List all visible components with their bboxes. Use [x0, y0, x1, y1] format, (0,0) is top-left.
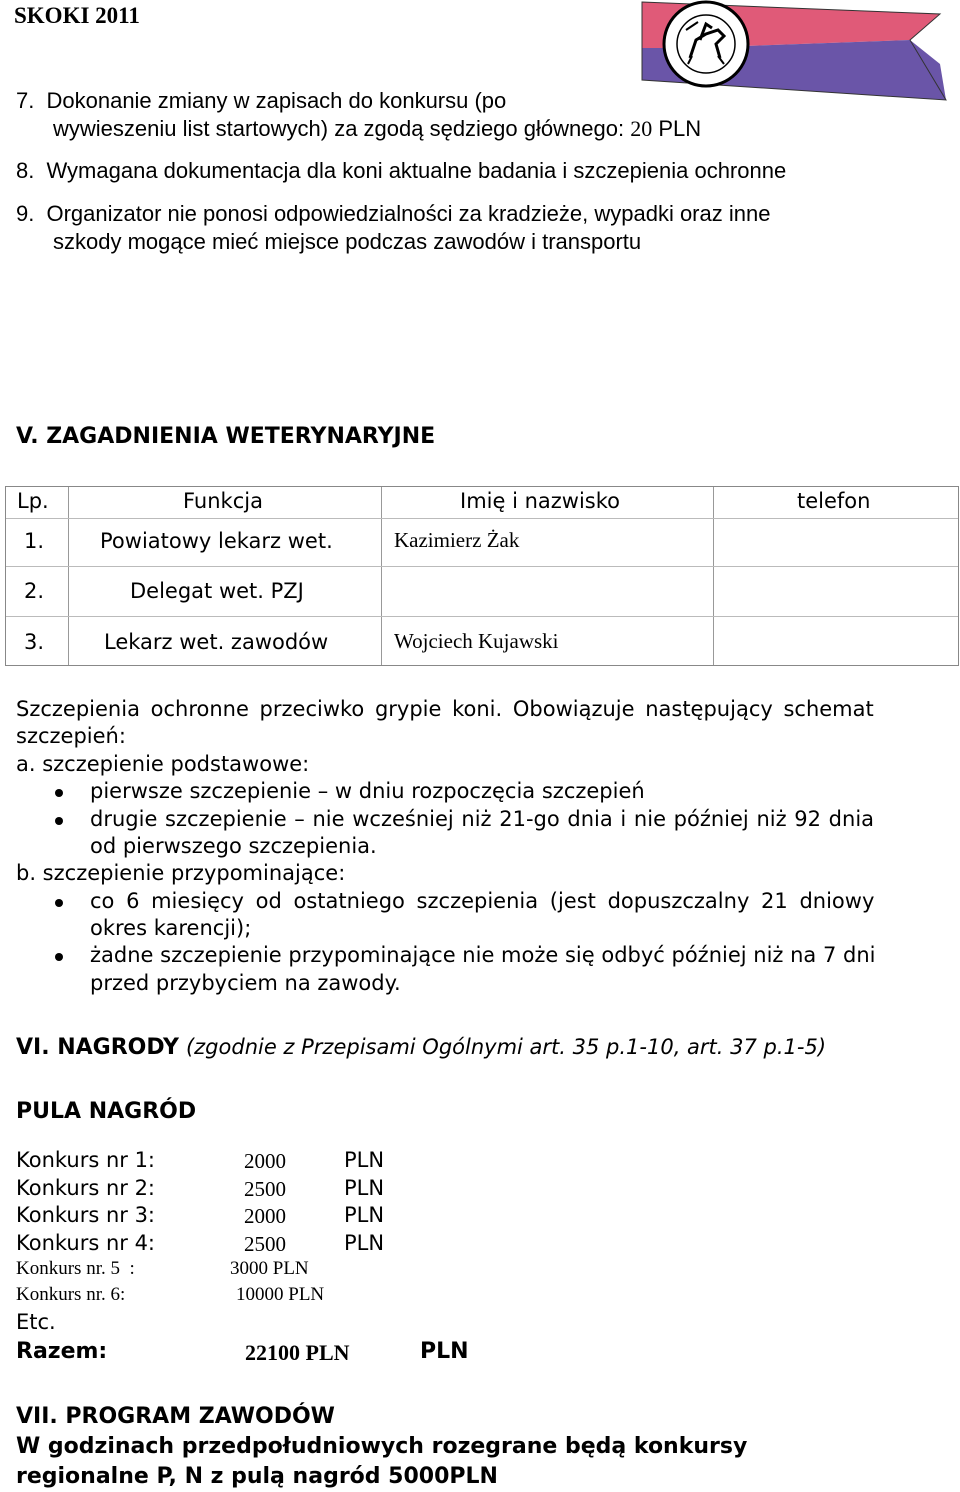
total-currency: PLN — [420, 1339, 469, 1364]
prize-currency-3: PLN — [344, 1203, 385, 1227]
section-6-heading: VI. NAGRODY — [16, 1035, 179, 1060]
booster-item-1-line2: okres karencji); — [90, 916, 252, 940]
prize-label-5: Konkurs nr. 5 : — [16, 1258, 135, 1279]
prize-label-6: Konkurs nr. 6: — [16, 1284, 126, 1305]
row-3-function: Lekarz wet. zawodów — [104, 630, 329, 654]
row-3-name: Wojciech Kujawski — [394, 629, 559, 653]
rule-9-text: Organizator nie ponosi odpowiedzialności za kradzieże, wypadki oraz inne — [46, 201, 771, 226]
page-header-title: SKOKI 2011 — [14, 3, 140, 28]
booster-item-1: co 6 miesięcy od ostatniego szczepienia (jest dopuszczalny 21 dniowy — [90, 889, 875, 913]
section-5-heading: V. ZAGADNIENIA WETERYNARYJNE — [16, 424, 436, 449]
rule-7-currency: PLN — [658, 116, 702, 141]
total-label: Razem: — [16, 1339, 108, 1364]
row-2-lp: 2. — [24, 579, 45, 603]
rule-9-text-line2: szkody mogące mieć miejsce podczas zawodów i transportu — [53, 229, 642, 254]
table-header-name: Imię i nazwisko — [460, 489, 621, 513]
booster-item-2-line2: przed przybyciem na zawody. — [90, 971, 401, 995]
prize-pool-heading: PULA NAGRÓD — [16, 1099, 197, 1124]
program-line-2: regionalne P, N z pulą nagród 5000PLN — [16, 1464, 498, 1489]
prize-amount-4: 2500 — [244, 1232, 286, 1256]
table-header-phone: telefon — [797, 489, 871, 513]
section-6-note: (zgodnie z Przepisami Ogólnymi art. 35 p.1-10, art. 37 p.1-5) — [185, 1035, 827, 1059]
rule-8-number: 8. — [16, 158, 35, 183]
row-2-function: Delegat wet. PZJ — [130, 579, 304, 603]
rule-7-continued — [53, 116, 701, 142]
basic-item-1: pierwsze szczepienie – w dniu rozpoczęcia szczepień — [90, 779, 645, 803]
rule-7 — [16, 88, 506, 114]
rule-7-text-line2: wywieszeniu list startowych) za zgodą sędziego głównego: — [53, 116, 625, 141]
basic-item-2-line2: od pierwszego szczepienia. — [90, 834, 377, 858]
prize-currency-1: PLN — [344, 1148, 385, 1172]
prize-label-4: Konkurs nr 4: — [16, 1231, 156, 1255]
prize-currency-4: PLN — [344, 1231, 385, 1255]
rule-7-text: Dokonanie zmiany w zapisach do konkursu (po — [46, 88, 507, 113]
prize-etc: Etc. — [16, 1310, 56, 1334]
prize-amount-1: 2000 — [244, 1149, 286, 1173]
rule-9 — [16, 201, 770, 227]
prize-amount-2: 2500 — [244, 1177, 286, 1201]
prize-label-1: Konkurs nr 1: — [16, 1148, 156, 1172]
prize-label-2: Konkurs nr 2: — [16, 1176, 156, 1200]
bullet-icon — [55, 817, 63, 825]
section-6-heading-line — [16, 1035, 826, 1060]
vaccination-intro: Szczepienia ochronne przeciwko grypie koni. Obowiązuje następujący schemat — [16, 697, 874, 721]
prize-amount-6: 10000 PLN — [236, 1284, 325, 1305]
basic-item-2: drugie szczepienie – nie wcześniej niż 21-go dnia i nie później niż 92 dnia — [90, 807, 875, 831]
rule-7-amount: 20 — [630, 116, 653, 141]
booster-vaccination-label: b. szczepienie przypominające: — [16, 861, 346, 885]
pzj-logo — [640, 0, 950, 104]
row-1-function: Powiatowy lekarz wet. — [100, 529, 333, 553]
basic-vaccination-label: a. szczepienie podstawowe: — [16, 752, 310, 776]
vaccination-intro-line2: szczepień: — [16, 724, 126, 748]
bullet-icon — [55, 953, 63, 961]
row-1-name: Kazimierz Żak — [394, 528, 520, 552]
booster-item-2: żadne szczepienie przypominające nie może się odbyć później niż na 7 dni — [90, 943, 876, 967]
rule-7-number: 7. — [16, 88, 35, 113]
section-7-heading: VII. PROGRAM ZAWODÓW — [16, 1404, 335, 1429]
prize-amount-5: 3000 PLN — [230, 1258, 309, 1279]
rule-8 — [16, 158, 786, 184]
row-3-lp: 3. — [24, 630, 45, 654]
prize-currency-2: PLN — [344, 1176, 385, 1200]
total-amount: 22100 PLN — [245, 1340, 350, 1365]
table-header-lp: Lp. — [17, 489, 49, 513]
program-line-1: W godzinach przedpołudniowych rozegrane będą konkursy — [16, 1434, 748, 1459]
row-1-lp: 1. — [24, 529, 45, 553]
prize-label-3: Konkurs nr 3: — [16, 1203, 156, 1227]
bullet-icon — [55, 789, 63, 797]
bullet-icon — [55, 899, 63, 907]
veterinary-table — [5, 486, 959, 666]
table-header-function: Funkcja — [183, 489, 263, 513]
pzj-flag-icon — [640, 0, 950, 104]
rule-9-number: 9. — [16, 201, 35, 226]
rule-8-text: Wymagana dokumentacja dla koni aktualne badania i szczepienia ochronne — [46, 158, 787, 183]
prize-amount-3: 2000 — [244, 1204, 286, 1228]
